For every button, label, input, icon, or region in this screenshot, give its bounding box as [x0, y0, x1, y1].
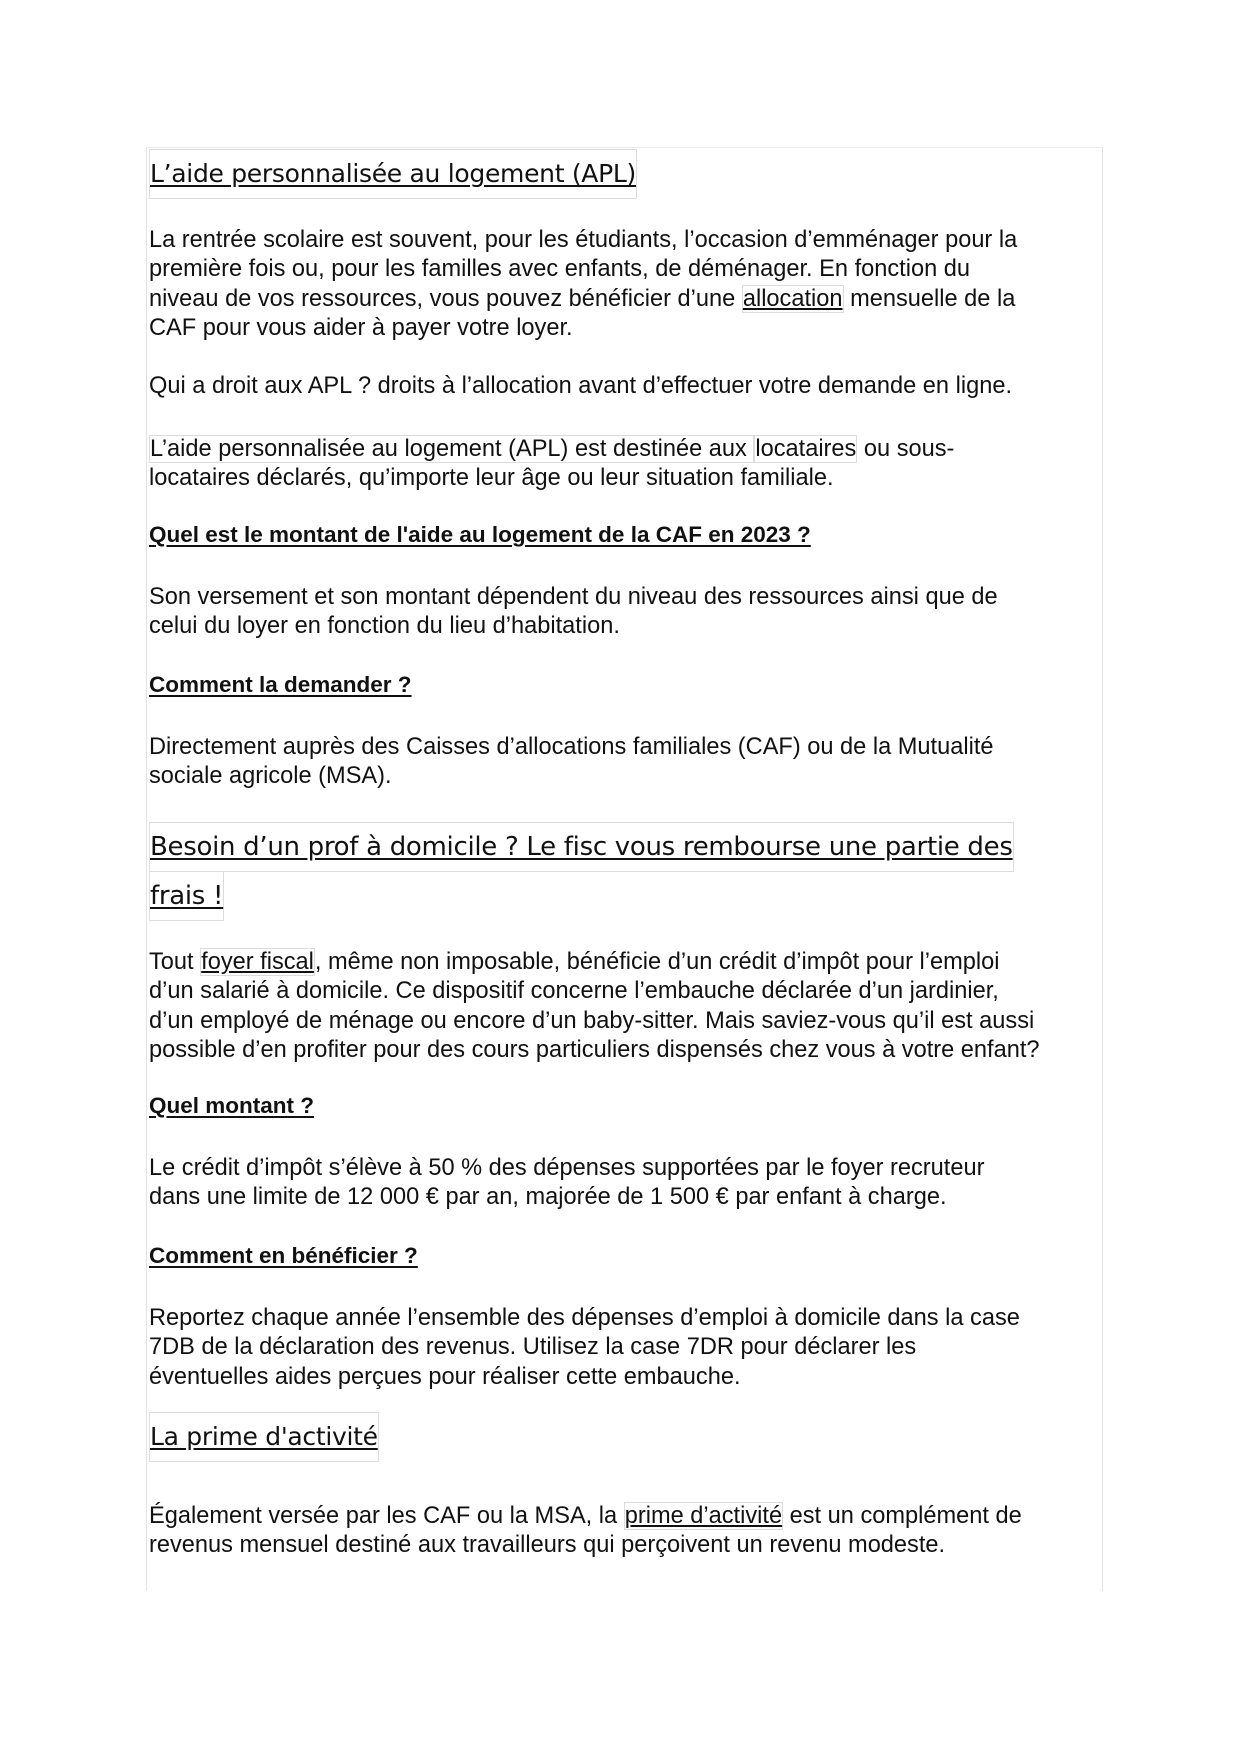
text-line: Le crédit d’impôt s’élève à 50 % des dépenses supportées par le foyer recruteur — [149, 1155, 985, 1181]
text-line: d’un employé de ménage ou encore d’un baby-sitter. Mais saviez-vous qu’il est aussi — [149, 1007, 1035, 1034]
text-segment: est un complément de — [783, 1503, 1022, 1529]
text-line: d’un salarié à domicile. Ce dispositif concerne l’embauche déclarée d’un jardinier, — [149, 978, 999, 1005]
text-line: revenus mensuel destiné aux travailleurs qui perçoivent un revenu modeste. — [149, 1532, 946, 1559]
text-segment: Tout — [149, 949, 201, 975]
prime-activite-link[interactable]: prime d’activité — [624, 1503, 783, 1529]
text-line: éventuelles aides perçues pour réaliser cette embauche. — [149, 1363, 741, 1390]
text-line: sociale agricole (MSA). — [149, 763, 392, 790]
apl-beneficiaries-paragraph — [149, 435, 954, 494]
section-title-apl: L’aide personnalisée au logement (APL) — [149, 149, 637, 199]
apl-amount-paragraph — [149, 583, 998, 642]
section-title-prime-activite: La prime d'activité — [149, 1412, 379, 1462]
text-line: 7DB de la déclaration des revenus. Utilisez la case 7DR pour déclarer les — [149, 1334, 917, 1361]
text-segment: Également versée par les CAF ou la MSA, la — [149, 1503, 624, 1529]
text-line — [149, 1502, 1022, 1531]
text-line: dans une limite de 12 000 € par an, majorée de 1 500 € par enfant à charge. — [149, 1184, 947, 1211]
text-line: CAF pour vous aider à payer votre loyer. — [149, 314, 573, 341]
text-segment: ou sous- — [857, 436, 955, 462]
locataires-link[interactable]: locataires — [755, 436, 857, 462]
apl-request-paragraph — [149, 733, 994, 792]
text-line — [149, 285, 1017, 314]
text-line: Directement auprès des Caisses d’allocations familiales (CAF) ou de la Mutualité — [149, 734, 994, 760]
apl-eligibility-question: Qui a droit aux APL ? droits à l’allocation avant d’effectuer votre demande en ligne. — [149, 373, 1013, 399]
text-segment-apl: L’aide personnalisée au logement (APL) est destinée aux — [150, 436, 754, 462]
subheading-demande: Comment la demander ? — [149, 672, 412, 697]
text-line: Son versement et son montant dépendent du niveau des ressources ainsi que de — [149, 584, 998, 610]
text-line — [149, 948, 1040, 977]
section-title-prof-domicile-line2: frais ! — [149, 871, 224, 921]
allocation-link[interactable]: allocation — [742, 285, 843, 312]
text-line: locataires déclarés, qu’importe leur âge ou leur situation familiale. — [149, 465, 834, 492]
apl-intro-paragraph — [149, 226, 1017, 343]
subheading-beneficier: Comment en bénéficier ? — [149, 1243, 418, 1268]
text-segment: niveau de vos ressources, vous pouvez bénéficier d’une — [149, 285, 742, 312]
section-title-prof-domicile-line1: Besoin d’un prof à domicile ? Le fisc vous rembourse une partie des — [149, 822, 1014, 872]
text-line: celui du loyer en fonction du lieu d’habitation. — [149, 613, 620, 640]
text-line — [149, 435, 954, 464]
prof-intro-paragraph — [149, 948, 1040, 1065]
prof-amount-paragraph — [149, 1154, 984, 1213]
foyer-fiscal-link[interactable]: foyer fiscal — [201, 949, 314, 975]
prime-paragraph — [149, 1502, 1022, 1561]
text-line: première fois ou, pour les familles avec enfants, de déménager. En fonction du — [149, 256, 971, 283]
text-line: Reportez chaque année l’ensemble des dépenses d’emploi à domicile dans la case — [149, 1305, 1020, 1331]
text-line: possible d’en profiter pour des cours particuliers dispensés chez vous à votre enfant? — [149, 1036, 1040, 1063]
text-segment: , même non imposable, bénéficie d’un crédit d’impôt pour l’emploi — [314, 949, 1000, 975]
subheading-montant-apl: Quel est le montant de l'aide au logement de la CAF en 2023 ? — [149, 522, 811, 547]
text-segment: mensuelle de la — [843, 285, 1016, 312]
prof-declaration-paragraph — [149, 1304, 1020, 1392]
subheading-quel-montant: Quel montant ? — [149, 1093, 314, 1118]
text-line: La rentrée scolaire est souvent, pour les étudiants, l’occasion d’emménager pour la — [149, 227, 1018, 253]
